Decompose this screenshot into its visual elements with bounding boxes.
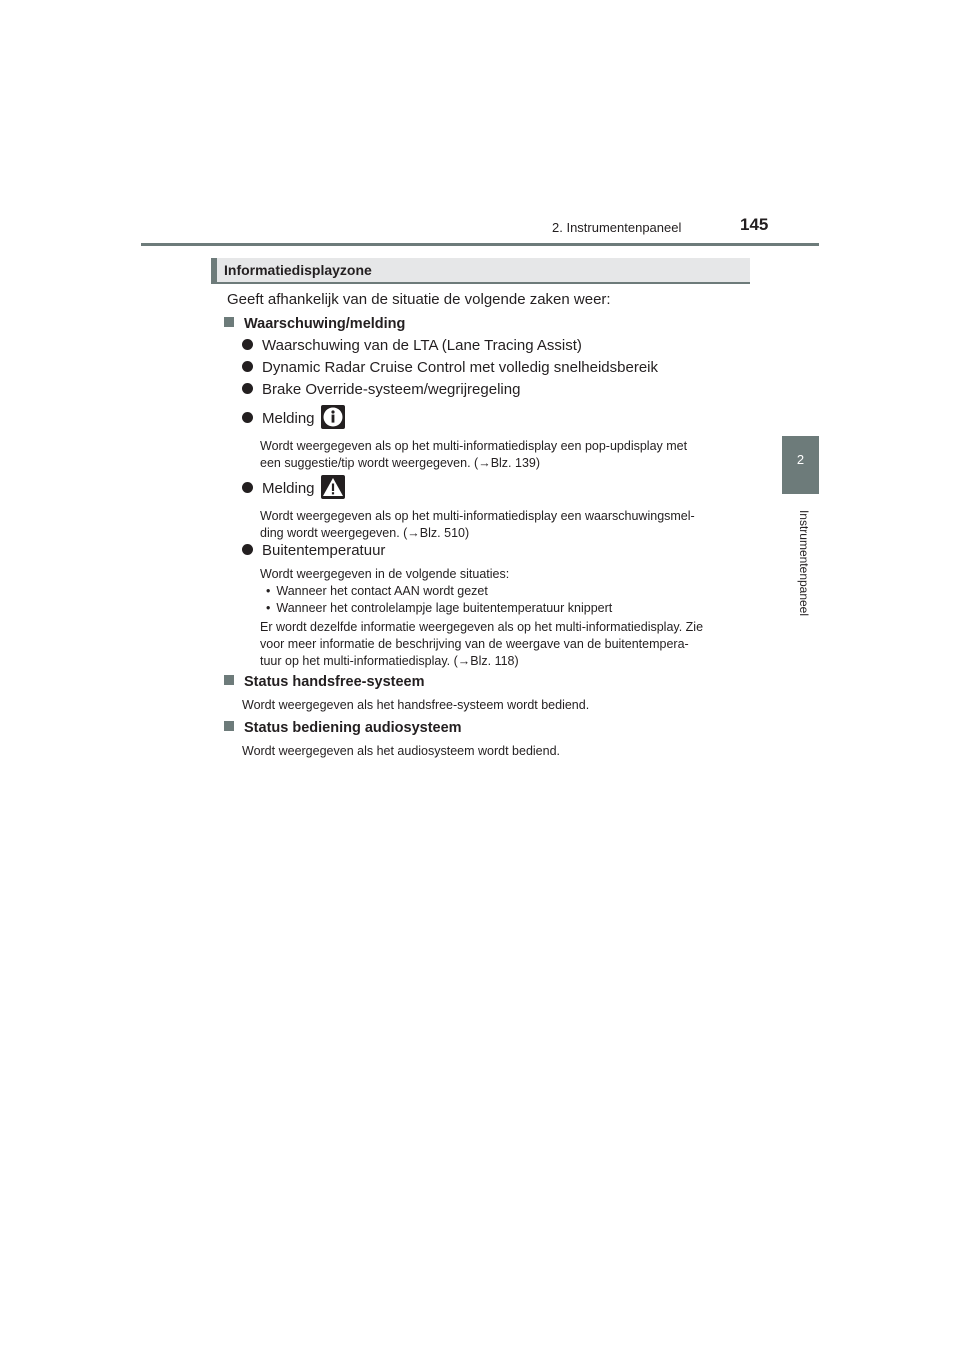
round-bullet-icon	[242, 412, 253, 423]
text-line: een suggestie/tip wordt weergegeven. (→Blz. 139)	[260, 456, 541, 470]
sub-list-item-label: Wanneer het controlelampje lage buitentemperatuur knippert	[276, 601, 613, 615]
round-bullet-icon	[242, 544, 253, 555]
subheading-handsfree	[224, 674, 425, 690]
list-item-label: Melding	[262, 480, 315, 497]
section-intro: Geeft afhankelijk van de situatie de volgende zaken weer:	[227, 291, 611, 308]
square-bullet-icon	[224, 675, 234, 685]
outside-temperature-description	[260, 566, 744, 617]
chapter-tab-number: 2	[796, 452, 805, 467]
list-item-melding-warning	[242, 480, 315, 497]
list-item-label: Brake Override-systeem/wegrijregeling	[262, 381, 521, 398]
subheading-handsfree-label: Status handsfree-systeem	[244, 674, 425, 690]
text-line: Wordt weergegeven als op het multi-informatiedisplay een waarschuwingsmel-	[260, 509, 695, 523]
melding-warning-description	[260, 508, 744, 542]
square-bullet-icon	[224, 317, 234, 327]
melding-info-description	[260, 438, 744, 472]
section-title: Informatiedisplayzone	[224, 262, 372, 278]
list-item-outside-temperature	[242, 542, 385, 559]
outside-temperature-note	[260, 619, 744, 670]
subheading-audio-label: Status bediening audiosysteem	[244, 720, 462, 736]
list-item	[242, 359, 658, 376]
list-item-melding-info	[242, 410, 315, 427]
text-line: Er wordt dezelfde informatie weergegeven als op het multi-informatiedisplay. Zie	[260, 620, 704, 634]
chapter-header: 2. Instrumentenpaneel	[552, 220, 682, 235]
text-line: Wordt weergegeven in de volgende situaties:	[260, 567, 510, 581]
warning-triangle-icon	[321, 475, 345, 499]
square-bullet-icon	[224, 721, 234, 731]
audio-description: Wordt weergegeven als het audiosysteem wordt bediend.	[242, 744, 561, 758]
info-icon	[321, 405, 345, 429]
text-line: tuur op het multi-informatiedisplay. (→Blz. 118)	[260, 654, 519, 668]
round-bullet-icon	[242, 339, 253, 350]
sub-list-item	[260, 600, 744, 617]
list-item-label: Buitentemperatuur	[262, 542, 386, 559]
page-number: 145	[740, 215, 769, 234]
section-heading-accent	[211, 258, 217, 284]
chapter-tab-title: Instrumentenpaneel	[797, 509, 811, 617]
subheading-warning-label: Waarschuwing/melding	[244, 316, 406, 332]
text-line: ding wordt weergegeven. (→Blz. 510)	[260, 526, 470, 540]
subheading-warning	[224, 316, 405, 332]
sub-list-item	[260, 583, 744, 600]
round-bullet-icon	[242, 361, 253, 372]
small-bullet-icon: •	[266, 584, 271, 598]
round-bullet-icon	[242, 482, 253, 493]
subheading-audio	[224, 720, 462, 736]
header-rule	[141, 243, 819, 246]
list-item-label: Waarschuwing van de LTA (Lane Tracing Assist)	[262, 337, 582, 354]
handsfree-description: Wordt weergegeven als het handsfree-systeem wordt bediend.	[242, 698, 590, 712]
list-item-label: Melding	[262, 410, 315, 427]
list-item-label: Dynamic Radar Cruise Control met volledig snelheidsbereik	[262, 359, 659, 376]
sub-list-item-label: Wanneer het contact AAN wordt gezet	[276, 584, 488, 598]
small-bullet-icon: •	[266, 601, 271, 615]
round-bullet-icon	[242, 383, 253, 394]
text-line: Wordt weergegeven als op het multi-informatiedisplay een pop-updisplay met	[260, 439, 688, 453]
list-item	[242, 381, 520, 398]
text-line: voor meer informatie de beschrijving van de weergave van de buitentempera-	[260, 637, 689, 651]
list-item	[242, 337, 582, 354]
